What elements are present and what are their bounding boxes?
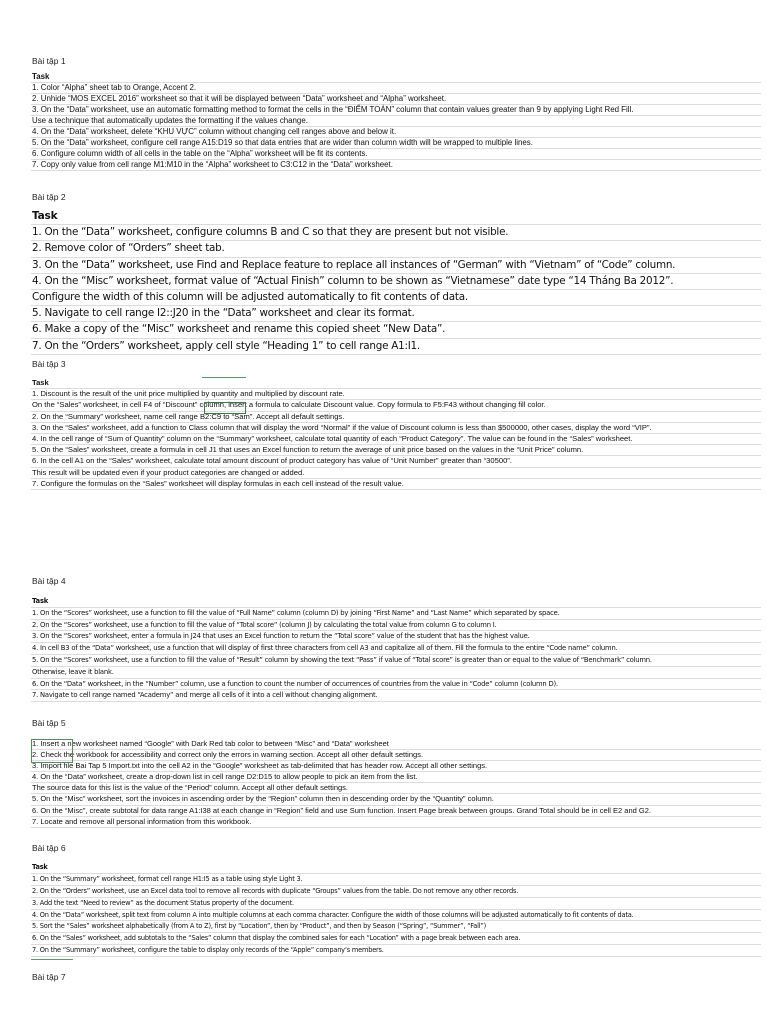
task-line: 4. On the “Data” worksheet, delete “KHU VỰC” column without changing cell ranges above and below it. [31, 127, 761, 138]
task-line: 1. On the “Scores” worksheet, use a function to fill the value of “Full Name” column (column D) by joining “First Name” and “Last Name” which separated by space. [31, 608, 761, 620]
exercise-heading-4: Bài tập 4 [32, 576, 66, 586]
task-table-6 [31, 862, 761, 957]
task-line: 3. On the “Data” worksheet, use an automatic formatting method to format the cells in the “ĐIỂM TOÁN” column that contain values greater than 9 by applying Light Red Fill. [31, 105, 761, 116]
task-line: 3. On the “Data” worksheet, use Find and Replace feature to replace all instances of “German” with “Vietnam” of “Code” column. [31, 258, 761, 274]
task-line: 5. On the “Misc” worksheet, sort the invoices in ascending order by the “Region” column then in descending order by the “Quantity” column. [31, 794, 761, 805]
task-line: 7. Copy only value from cell range M1:M10 in the “Alpha” worksheet to C3:C12 in the “Data” worksheet. [31, 160, 761, 171]
task-line: 1. On the “Data” worksheet, configure columns B and C so that they are present but not visible. [31, 225, 761, 241]
task-label: Task [31, 862, 761, 874]
task-line: 4. On the “Misc” worksheet, format value of “Actual Finish” column to be shown as “Vietnamese” date type “14 Tháng Ba 2012”. [31, 274, 761, 290]
task-line: The source data for this list is the value of the “Period” column. Accept all other default settings. [31, 783, 761, 794]
task-table-2 [31, 209, 761, 355]
task-line: 2. Check the workbook for accessibility and correct only the errors in warning section. Accept all other default settings. [31, 750, 761, 761]
task-line: 6. Make a copy of the “Misc” worksheet and rename this copied sheet “New Data”. [31, 322, 761, 338]
task-line: 2. On the “Orders” worksheet, use an Excel data tool to remove all records with duplicate “Groups” values from the table. Do not remove any other records. [31, 886, 761, 898]
task-label: Task [31, 378, 761, 389]
task-line: 6. On the “Misc”, create subtotal for data range A1:I38 at each change in “Region” field and use Sum function. Insert Page break between groups. Grand Total should be in cell E2 and G2. [31, 806, 761, 817]
task-line: 5. Sort the “Sales” worksheet alphabetically (from A to Z), first by “Location”, then by “Product”, and then by Season (“Spring”, “Summer”, “Fall”) [31, 921, 761, 933]
task-label: Task [31, 596, 761, 608]
task-line: 1. On the “Summary” worksheet, format cell range H1:I5 as a table using style Light 3. [31, 874, 761, 886]
exercise-heading-7: Bài tập 7 [32, 972, 66, 982]
task-line: 4. On the “Data” worksheet, create a drop-down list in cell range D2:D15 to allow people to pick an item from the list. [31, 772, 761, 783]
task-table-1 [31, 72, 761, 171]
task-line: 4. In the cell range of “Sum of Quantity” column on the “Summary” worksheet, calculate total quantity of each “Product Category”. The value can be found in the “Sales” worksheet. [31, 434, 761, 445]
task-line: 3. On the “Scores” worksheet, enter a formula in J24 that uses an Excel function to return the “Total score” value of the student that has the highest value. [31, 631, 761, 643]
task-line: Configure the width of this column will be adjusted automatically to fit contents of data. [31, 290, 761, 306]
task-label: Task [31, 72, 761, 83]
task-line: 3. Add the text “Need to review” as the document Status property of the document. [31, 898, 761, 910]
task-line: 2. On the “Summary” worksheet, name cell range B2:C9 to “Sam”. Accept all default settings. [31, 412, 761, 423]
task-line: 7. Locate and remove all personal information from this workbook. [31, 817, 761, 828]
task-line: 6. On the “Sales” worksheet, add subtotals to the “Sales” column that display the combined sales for each “Location” with a page break between each area. [31, 933, 761, 945]
task-line: On the “Sales” worksheet, in cell F4 of “Discount” column, insert a formula to calculate Discount value. Copy formula to F5:F43 without changing fill color. [31, 400, 761, 411]
task-line: 5. Navigate to cell range I2::J20 in the “Data” worksheet and clear its format. [31, 306, 761, 322]
task-table-4 [31, 596, 761, 702]
selected-cell [204, 402, 246, 414]
column-selection-marker [31, 959, 73, 960]
exercise-heading-6: Bài tập 6 [32, 843, 66, 853]
task-line: 2. On the “Scores” worksheet, use a function to fill the value of “Total score” (column J) by calculating the total value from column G to column I. [31, 620, 761, 632]
exercise-heading-5: Bài tập 5 [32, 718, 66, 728]
task-line: 7. Configure the formulas on the “Sales” worksheet will display formulas in each cell instead of the result value. [31, 479, 761, 490]
task-line: 6. On the “Data” worksheet, in the “Number” column, use a function to count the number of occurrences of countries from the value in “Code” column (column D). [31, 679, 761, 691]
exercise-heading-3: Bài tập 3 [32, 359, 66, 369]
task-line: 2. Remove color of “Orders” sheet tab. [31, 241, 761, 257]
exercise-heading-1: Bài tập 1 [32, 56, 66, 66]
task-table-5 [31, 739, 761, 828]
task-line: Use a technique that automatically updates the formatting if the values change. [31, 116, 761, 127]
task-label: Task [31, 209, 761, 225]
task-line: 6. In the cell A1 on the “Sales” worksheet, calculate total amount discount of product category has value of “Unit Number” greater than “30500”. [31, 456, 761, 467]
selected-cell [31, 739, 73, 763]
task-line: 1. Insert a new worksheet named “Google” with Dark Red tab color to between “Misc” and “Data” worksheet [31, 739, 761, 750]
task-line: 5. On the “Sales” worksheet, create a formula in cell J1 that uses an Excel function to return the average of unit price based on the values in the “Unit Price” column. [31, 445, 761, 456]
column-selection-marker [202, 377, 246, 378]
task-table-3 [31, 378, 761, 490]
task-line: 7. Navigate to cell range named “Academy” and merge all cells of it into a cell without changing alignment. [31, 690, 761, 702]
task-line: 3. On the “Sales” worksheet, add a function to Class column that will display the word “Normal” if the value of Discount column is less than $500000, other cases, display the word “VIP”. [31, 423, 761, 434]
task-line: 2. Unhide “MOS EXCEL 2016” worksheet so that it will be displayed between “Data” worksheet and “Alpha” worksheet. [31, 94, 761, 105]
task-line: 1. Discount is the result of the unit price multiplied by quantity and multiplied by discount rate. [31, 389, 761, 400]
task-line: 6. Configure column width of all cells in the table on the “Alpha” worksheet will be fit its contents. [31, 149, 761, 160]
task-line: 7. On the “Summary” worksheet, configure the table to display only records of the “Apple” company’s members. [31, 945, 761, 957]
task-line: 1. Color “Alpha” sheet tab to Orange, Accent 2. [31, 83, 761, 94]
task-line: 4. On the “Data” worksheet, split text from column A into multiple columns at each comma character. Configure the width of those columns will be adjusted automatically to fit contents of data. [31, 910, 761, 922]
task-line: This result will be updated even if your product categories are changed or added. [31, 468, 761, 479]
task-line: 5. On the “Scores” worksheet, use a function to fill the value of “Result” column by showing the text “Pass” if value of “Total score” is greater than or equal to the value of “Benchmark” column. [31, 655, 761, 667]
task-line: 7. On the “Orders” worksheet, apply cell style “Heading 1” to cell range A1:I1. [31, 339, 761, 355]
task-line: Otherwise, leave it blank. [31, 667, 761, 679]
task-line: 5. On the “Data” worksheet, configure cell range A15:D19 so that data entries that are wider than column width will be wrapped to multiple lines. [31, 138, 761, 149]
task-line: 3. Import file Bai Tap 5 Import.txt into the cell A2 in the “Google” worksheet as tab-delimited that has header row. Accept all other settings. [31, 761, 761, 772]
task-line: 4. In cell B3 of the “Data” worksheet, use a function that will display of first three characters from cell A3 and capitalize all of them. Fill the formula to the entire “Code name” column. [31, 643, 761, 655]
exercise-heading-2: Bài tập 2 [32, 192, 66, 202]
